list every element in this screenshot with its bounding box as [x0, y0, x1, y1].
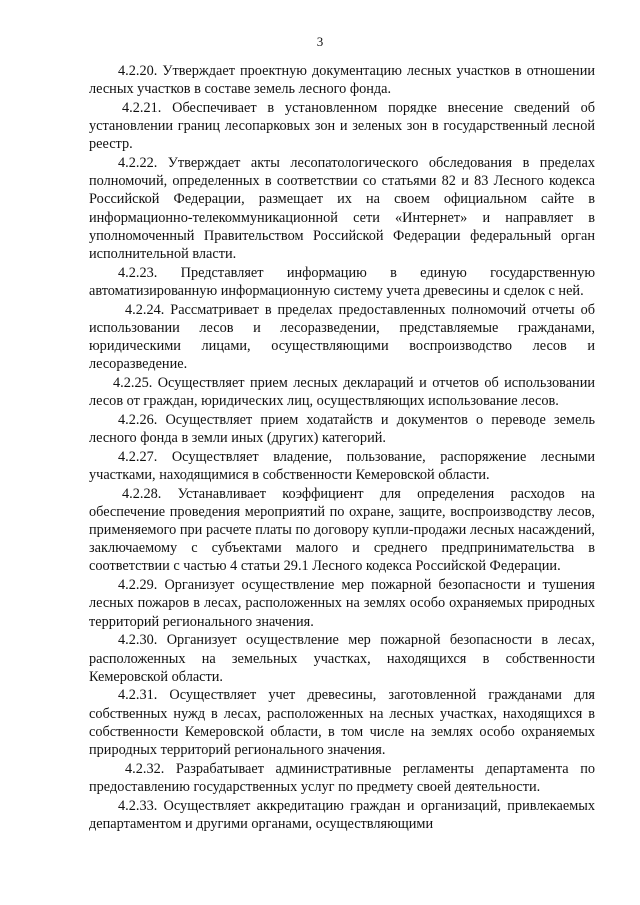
- paragraph-4-2-21: 4.2.21. Обеспечивает в установленном порядке внесение сведений об установлении границ лесопарковых зон и зеленых зон в государственный лесной реестр.: [89, 99, 595, 153]
- paragraph-4-2-22: 4.2.22. Утверждает акты лесопатологического обследования в пределах полномочий, определенных в соответствии со статьями 82 и 83 Лесного кодекса Российской Федерации, размещает их на своем официальном сайте в информационно-телекоммуникационной сети «Интернет» и направляет в уполномоченный Правительством Российской Федерации федеральный орган исполнительной власти.: [89, 155, 595, 263]
- document-body: [89, 62, 595, 834]
- paragraph-4-2-20: 4.2.20. Утверждает проектную документацию лесных участков в отношении лесных участков в составе земель лесного фонда.: [89, 63, 595, 98]
- paragraph-4-2-29: 4.2.29. Организует осуществление мер пожарной безопасности и тушения лесных пожаров в лесах, расположенных на землях особо охраняемых природных территорий регионального значения.: [89, 577, 595, 630]
- paragraph-4-2-28: 4.2.28. Устанавливает коэффициент для определения расходов на обеспечение проведения мероприятий по охране, защите, воспроизводству лесов, применяемого при расчете платы по договору купли-продажи лесных насаждений, заключаемому с субъектами малого и среднего предпринимательства в соответствии с частью 4 статьи 29.1 Лесного кодекса Российской Федерации.: [89, 485, 595, 575]
- paragraph-4-2-32: 4.2.32. Разрабатывает административные регламенты департамента по предоставлению государственных услуг по предмету своей деятельности.: [89, 760, 595, 795]
- paragraph-4-2-33: 4.2.33. Осуществляет аккредитацию граждан и организаций, привлекаемых департаментом и другими органами, осуществляющими: [89, 797, 595, 832]
- paragraph-4-2-24: 4.2.24. Рассматривает в пределах предоставленных полномочий отчеты об использовании лесов и лесоразведении, представляемые гражданами, юридическими лицами, осуществляющими воспроизводство лесов и лесоразведение.: [89, 301, 595, 373]
- paragraph-4-2-23: 4.2.23. Представляет информацию в единую государственную автоматизированную информационную систему учета древесины и сделок с ней.: [89, 264, 595, 299]
- paragraph-4-2-26: 4.2.26. Осуществляет прием ходатайств и документов о переводе земель лесного фонда в земли иных (других) категорий.: [89, 411, 595, 447]
- paragraph-4-2-25: 4.2.25. Осуществляет прием лесных деклараций и отчетов об использовании лесов от граждан, юридических лиц, осуществляющих использование лесов.: [89, 374, 595, 410]
- paragraph-4-2-31: 4.2.31. Осуществляет учет древесины, заготовленной гражданами для собственных нужд в лесах, расположенных на лесных участках, находящихся в собственности Кемеровской области, в том числе на землях особо охраняемых природных территорий регионального значения.: [89, 687, 595, 759]
- paragraph-4-2-30: 4.2.30. Организует осуществление мер пожарной безопасности в лесах, расположенных на земельных участках, находящихся в собственности Кемеровской области.: [89, 632, 595, 685]
- page-number: 3: [316, 34, 324, 49]
- paragraph-4-2-27: 4.2.27. Осуществляет владение, пользование, распоряжение лесными участками, находящимися в собственности Кемеровской области.: [89, 448, 595, 483]
